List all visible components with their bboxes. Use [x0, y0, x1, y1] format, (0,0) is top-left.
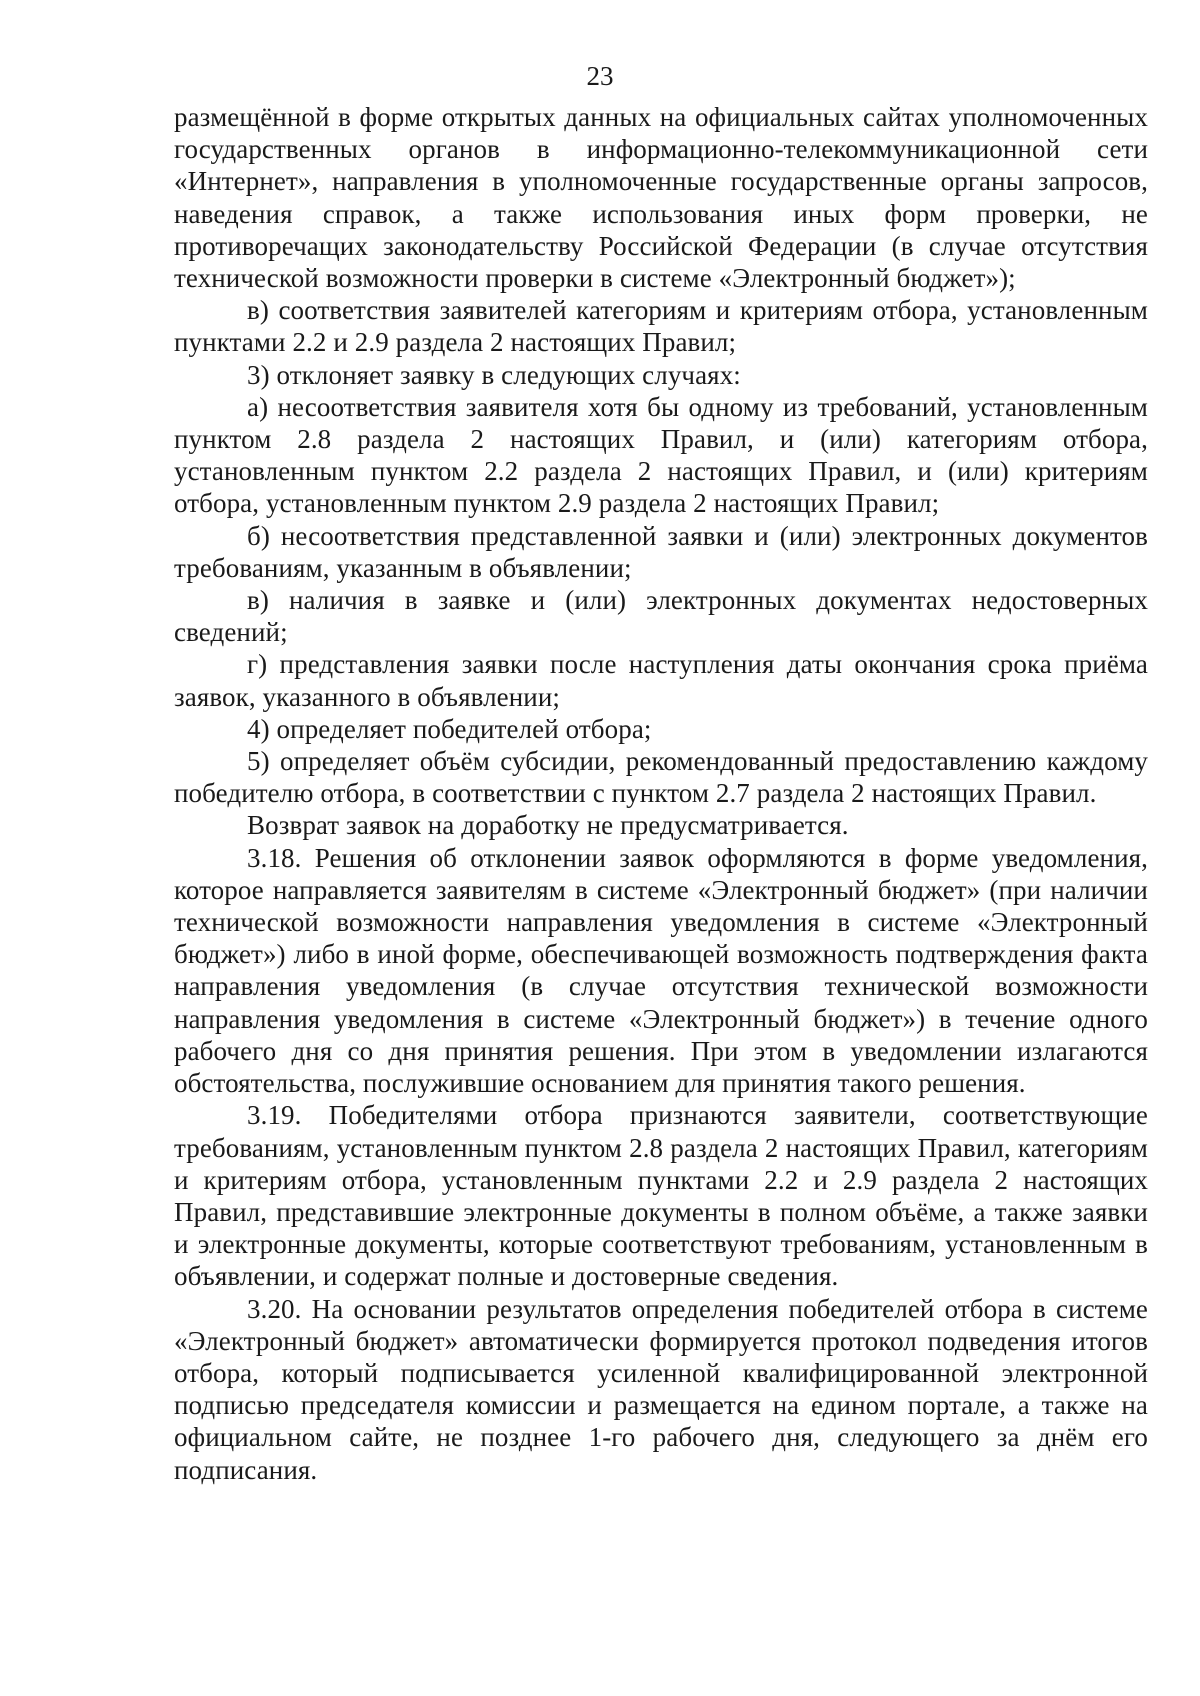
paragraph-item-4: 4) определяет победителей отбора;	[247, 713, 652, 744]
paragraph-item-3-rejects: 3) отклоняет заявку в следующих случаях:	[247, 359, 741, 390]
paragraph-section-3-19: 3.19. Победителями отбора признаются заявители, соответствующие требованиям, установленным пунктом 2.8 раздела 2 настоящих Правил, категориям и критериям отбора, установленным пунктами 2.2 и 2.9 раздела 2 настоящих Правил, представившие электронные документы в полном объёме, а также заявки и электронные документы, которые соответствуют требованиям, установленным в объявлении, и содержат полные и достоверные сведения.	[174, 1100, 1148, 1292]
paragraph-item-b: б) несоответствия представленной заявки и (или) электронных документов требованиям, указанным в объявлении;	[174, 520, 1148, 583]
document-text-body	[174, 101, 1148, 1486]
paragraph-item-g: г) представления заявки после наступления даты окончания срока приёма заявок, указанного в объявлении;	[174, 649, 1148, 712]
paragraph-no-return: Возврат заявок на доработку не предусматривается.	[247, 810, 849, 841]
paragraph-item-v: в) наличия в заявке и (или) электронных документах недостоверных сведений;	[174, 585, 1148, 648]
paragraph-item-v-criteria: в) соответствия заявителей категориям и критериям отбора, установленным пунктами 2.2 и 2.9 раздела 2 настоящих Правил;	[174, 295, 1148, 358]
paragraph-item-a: а) несоответствия заявителя хотя бы одному из требований, установленным пунктом 2.8 раздела 2 настоящих Правил, и (или) категориям отбора, установленным пунктом 2.2 раздела 2 настоящих Правил, и (или) критериям отбора, установленным пунктом 2.9 раздела 2 настоящих Правил;	[174, 391, 1148, 519]
page-number: 23	[586, 61, 614, 91]
paragraph-continuation: размещённой в форме открытых данных на официальных сайтах уполномоченных государственных органов в информационно-телекоммуникационной сети «Интернет», направления в уполномоченные государственные органы запросов, наведения справок, а также использования иных форм проверки, не противоречащих законодательству Российской Федерации (в случае отсутствия технической возможности проверки в системе «Электронный бюджет»);	[174, 102, 1148, 294]
paragraph-item-5: 5) определяет объём субсидии, рекомендованный предоставлению каждому победителю отбора, в соответствии с пунктом 2.7 раздела 2 настоящих Правил.	[174, 746, 1148, 809]
paragraph-section-3-18: 3.18. Решения об отклонении заявок оформляются в форме уведомления, которое направляется заявителям в системе «Электронный бюджет» (при наличии технической возможности направления уведомления в системе «Электронный бюджет») либо в иной форме, обеспечивающей возможность подтверждения факта направления уведомления (в случае отсутствия технической возможности направления уведомления в системе «Электронный бюджет») в течение одного рабочего дня со дня принятия решения. При этом в уведомлении излагаются обстоятельства, послужившие основанием для принятия такого решения.	[174, 842, 1148, 1099]
paragraph-section-3-20: 3.20. На основании результатов определения победителей отбора в системе «Электронный бюджет» автоматически формируется протокол подведения итогов отбора, который подписывается усиленной квалифицированной электронной подписью председателя комиссии и размещается на едином портале, а также на официальном сайте, не позднее 1-го рабочего дня, следующего за днём его подписания.	[174, 1293, 1148, 1485]
